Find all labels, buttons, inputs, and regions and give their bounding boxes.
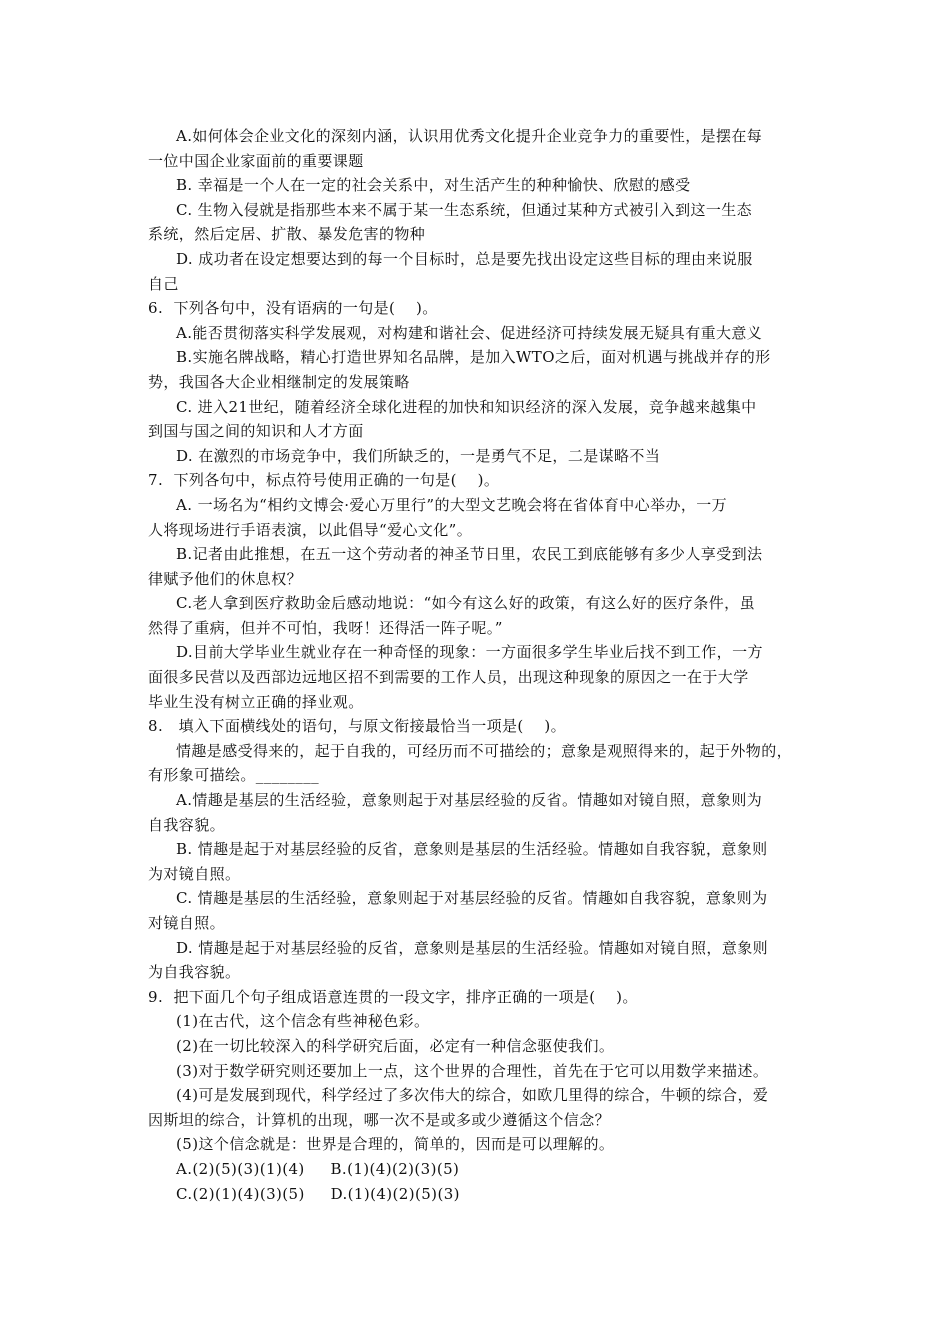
- text-line: 律赋予他们的休息权？: [148, 569, 303, 588]
- text-line: 有形象可描绘。________: [148, 766, 320, 785]
- document-page: [148, 124, 810, 1206]
- text-line: 势，我国各大企业相继制定的发展策略: [148, 372, 410, 391]
- text-line: 因斯坦的综合，计算机的出现，哪一次不是或多或少遵循这个信念？: [148, 1110, 611, 1129]
- text-line: C. 进入21世纪，随着经济全球化进程的加快和知识经济的深入发展，竞争越来越集中: [176, 397, 757, 416]
- text-line: A.如何体会企业文化的深刻内涵，认识用优秀文化提升企业竞争力的重要性，是摆在每: [176, 127, 763, 145]
- text-line: A. 一场名为“相约文博会·爱心万里行”的大型文艺晚会将在省体育中心举办，一万: [176, 495, 728, 514]
- text-line: C. 生物入侵就是指那些本来不属于某一生态系统，但通过某种方式被引入到这一生态: [176, 200, 753, 219]
- text-line: 系统，然后定居、扩散、暴发危害的物种: [148, 225, 426, 244]
- text-line: B. 情趣是起于对基层经验的反省，意象则是基层的生活经验。情趣如自我容貌，意象则: [176, 840, 768, 859]
- text-line: 7. 下列各句中，标点符号使用正确的一句是( )。: [148, 471, 500, 490]
- text-line: B.实施名牌战略，精心打造世界知名品牌，是加入WTO之后，面对机遇与挑战并存的形: [176, 348, 771, 367]
- text-line: 一位中国企业家面前的重要课题: [148, 151, 364, 170]
- text-line: (2)在一切比较深入的科学研究后面，必定有一种信念驱使我们。: [176, 1036, 615, 1055]
- text-line: 为自我容貌。: [148, 963, 241, 982]
- text-line: C. 情趣是基层的生活经验，意象则起于对基层经验的反省。情趣如自我容貌，意象则为: [176, 889, 768, 908]
- text-line: (3)对于数学研究则还要加上一点，这个世界的合理性，首先在于它可以用数学来描述。: [176, 1061, 769, 1080]
- text-line: D. 情趣是起于对基层经验的反省，意象则是基层的生活经验。情趣如对镜自照，意象则: [176, 938, 769, 957]
- text-line: 自我容貌。: [148, 815, 226, 834]
- text-line: 对镜自照。: [148, 914, 226, 932]
- text-line: D.目前大学毕业生就业存在一种奇怪的现象：一方面很多学生毕业后找不到工作，一方: [176, 643, 763, 662]
- text-line: 9. 把下面几个句子组成语意连贯的一段文字，排序正确的一项是( )。: [148, 987, 638, 1006]
- text-line: A.能否贯彻落实科学发展观，对构建和谐社会、促进经济可持续发展无疑具有重大意义: [176, 323, 763, 342]
- text-line: A.情趣是基层的生活经验，意象则起于对基层经验的反省。情趣如对镜自照，意象则为: [176, 791, 763, 810]
- text-line: 到国与国之间的知识和人才方面: [148, 422, 364, 441]
- text-line: 6. 下列各句中，没有语病的一句是( )。: [148, 299, 438, 318]
- text-line: 自己: [148, 274, 179, 293]
- text-line: A.(2)(5)(3)(1)(4) B.(1)(4)(2)(3)(5): [176, 1159, 460, 1178]
- text-line: 8. 填入下面横线处的语句，与原文衔接最恰当一项是( )。: [148, 717, 566, 736]
- text-line: 面很多民营以及西部边远地区招不到需要的工作人员，出现这种现象的原因之一在于大学: [148, 668, 749, 687]
- text-line: B. 幸福是一个人在一定的社会关系中，对生活产生的种种愉快、欣慰的感受: [176, 176, 691, 195]
- text-line: C.老人拿到医疗救助金后感动地说：“如今有这么好的政策，有这么好的医疗条件，虽: [176, 594, 755, 613]
- text-line: B.记者由此推想，在五一这个劳动者的神圣节日里，农民工到底能够有多少人享受到法: [176, 545, 763, 564]
- text-line: 为对镜自照。: [148, 864, 241, 883]
- text-line: (4)可是发展到现代，科学经过了多次伟大的综合，如欧几里得的综合，牛顿的综合，爱: [176, 1086, 769, 1105]
- text-line: 情趣是感受得来的，起于自我的，可经历而不可描绘的；意象是观照得来的，起于外物的，: [176, 741, 793, 760]
- text-line: C.(2)(1)(4)(3)(5) D.(1)(4)(2)(5)(3): [176, 1184, 460, 1203]
- text-line: (5)这个信念就是：世界是合理的，简单的，因而是可以理解的。: [176, 1135, 615, 1154]
- text-line: 毕业生没有树立正确的择业观。: [148, 692, 364, 711]
- text-line: (1)在古代，这个信念有些神秘色彩。: [176, 1012, 430, 1031]
- text-line: 然得了重病，但并不可怕，我呀！还得活一阵子呢。”: [148, 618, 503, 637]
- text-line: 人将现场进行手语表演，以此倡导“爱心文化”。: [148, 520, 473, 539]
- text-line: D. 在激烈的市场竞争中，我们所缺乏的，一是勇气不足，二是谋略不当: [176, 446, 661, 465]
- text-line: D. 成功者在设定想要达到的每一个目标时，总是要先找出设定这些目标的理由来说服: [176, 249, 753, 268]
